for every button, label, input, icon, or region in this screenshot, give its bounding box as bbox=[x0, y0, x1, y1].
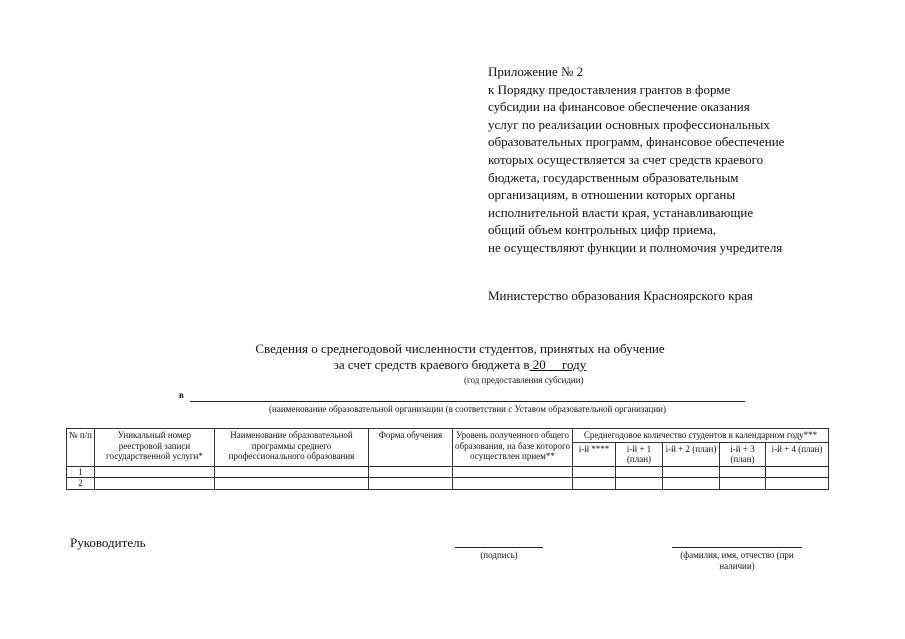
appendix-line: услуг по реализации основных профессиональных bbox=[488, 116, 770, 132]
table-cell[interactable] bbox=[215, 478, 369, 490]
students-table bbox=[66, 428, 829, 490]
head-label: Руководитель bbox=[70, 535, 146, 550]
appendix-block bbox=[488, 63, 848, 257]
appendix-line: не осуществляют функции и полномочия учредителя bbox=[488, 239, 783, 255]
header-education-level: Уровень полученного общего образования, на базе которого осуществлен прием** bbox=[453, 429, 573, 467]
signature-caption: (подпись) bbox=[480, 550, 518, 560]
appendix-line: организациям, в отношении которых органы bbox=[488, 187, 736, 203]
title-line-1: Сведения о среднегодовой численности студентов, принятых на обучение bbox=[255, 341, 665, 356]
table-cell[interactable] bbox=[453, 466, 573, 478]
title-line-2-prefix: за счет средств краевого бюджета в bbox=[333, 357, 530, 372]
header-form: Форма обучения bbox=[369, 429, 453, 467]
name-line bbox=[672, 547, 802, 548]
org-prefix: в bbox=[179, 390, 184, 400]
header-year-col: i-й + 4 (план) bbox=[766, 442, 829, 466]
org-caption: (наименование образовательной организации (в соответствии с Уставом образовательной организации) bbox=[269, 404, 666, 414]
table-cell[interactable] bbox=[369, 466, 453, 478]
header-year-col: i-й + 2 (план) bbox=[663, 442, 720, 466]
appendix-line: к Порядку предоставления грантов в форме bbox=[488, 81, 731, 97]
header-num: № п/п bbox=[67, 429, 95, 467]
table-cell[interactable] bbox=[720, 466, 766, 478]
table-cell[interactable] bbox=[573, 466, 616, 478]
table-cell[interactable] bbox=[215, 466, 369, 478]
row-number: 1 bbox=[67, 466, 95, 478]
table-cell[interactable] bbox=[369, 478, 453, 490]
name-caption: (фамилия, имя, отчество (при наличии) bbox=[680, 550, 794, 571]
table-row bbox=[67, 466, 829, 478]
table-cell[interactable] bbox=[720, 478, 766, 490]
appendix-line: образовательных программ, финансовое обеспечение bbox=[488, 134, 785, 150]
table-cell[interactable] bbox=[766, 478, 829, 490]
appendix-line: общий объем контрольных цифр приема, bbox=[488, 222, 717, 238]
table-cell[interactable] bbox=[663, 478, 720, 490]
header-avg-count: Среднегодовое количество студентов в календарном году*** bbox=[573, 429, 829, 443]
table-cell[interactable] bbox=[453, 478, 573, 490]
table-cell[interactable] bbox=[573, 478, 616, 490]
table-row bbox=[67, 478, 829, 490]
appendix-line: исполнительной власти края, устанавливающие bbox=[488, 204, 754, 220]
org-blank-line bbox=[190, 401, 745, 402]
appendix-line: которых осуществляется за счет средств краевого bbox=[488, 151, 764, 167]
table-cell[interactable] bbox=[766, 466, 829, 478]
document-title bbox=[160, 341, 760, 373]
year-caption: (год предоставления субсидии) bbox=[464, 375, 584, 385]
title-line-2 bbox=[160, 357, 760, 373]
header-program: Наименование образовательной программы среднего профессионального образования bbox=[215, 429, 369, 467]
header-registry: Уникальный номер реестровой записи государственной услуги* bbox=[95, 429, 215, 467]
title-year: 20 году bbox=[529, 357, 587, 372]
header-year-col: i-й + 1 (план) bbox=[616, 442, 663, 466]
row-number: 2 bbox=[67, 478, 95, 490]
table-cell[interactable] bbox=[616, 466, 663, 478]
appendix-line: Приложение № 2 bbox=[488, 64, 584, 79]
table-cell[interactable] bbox=[95, 478, 215, 490]
table-cell[interactable] bbox=[663, 466, 720, 478]
appendix-line: субсидии на финансовое обеспечение оказания bbox=[488, 99, 750, 115]
header-year-col: i-й + 3 (план) bbox=[720, 442, 766, 466]
table-cell[interactable] bbox=[95, 466, 215, 478]
signature-line bbox=[455, 547, 543, 548]
appendix-line: бюджета, государственным образовательным bbox=[488, 169, 739, 185]
table-cell[interactable] bbox=[616, 478, 663, 490]
ministry-name: Министерство образования Красноярского края bbox=[488, 288, 753, 303]
header-year-col: i-й **** bbox=[573, 442, 616, 466]
